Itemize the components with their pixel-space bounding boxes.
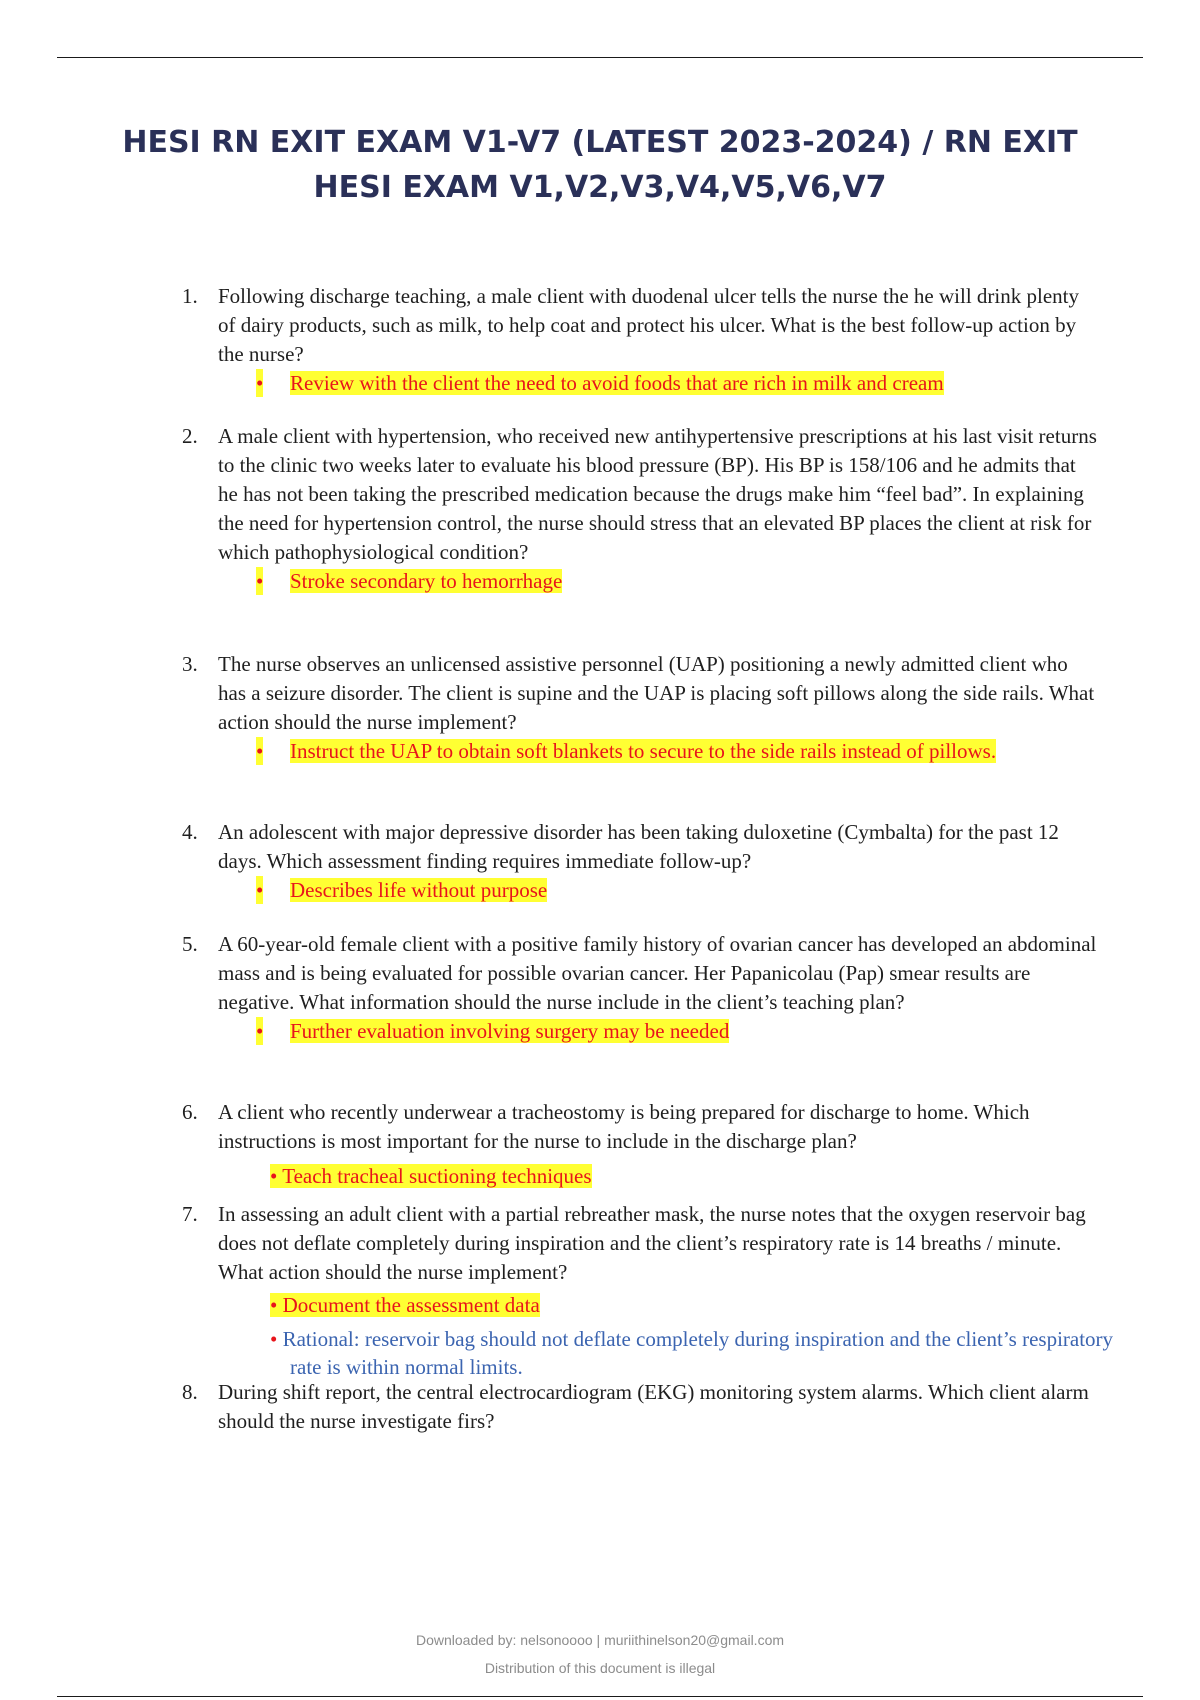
question-number: 1.: [182, 284, 198, 308]
top-rule: [57, 57, 1143, 58]
question-item: [0, 1200, 1200, 1381]
answer-bullet: [0, 567, 1120, 595]
answer-bullet: [0, 369, 1120, 397]
question-body: Following discharge teaching, a male client with duodenal ulcer tells the nurse the he will drink plenty of dairy products, such as milk, to help coat and protect his ulcer. What is the best follow-up action by the nurse?: [218, 284, 1079, 366]
answer-text: Document the assessment data: [282, 1293, 540, 1317]
bullet-glyph: •: [270, 1164, 283, 1188]
question-body: An adolescent with major depressive disorder has been taking duloxetine (Cymbalta) for the past 12 days. Which assessment finding requires immediate follow-up?: [218, 820, 1059, 873]
question-body: A male client with hypertension, who received new antihypertensive prescriptions at his last visit returns to the clinic two weeks later to evaluate his blood pressure (BP). His BP is 158/106 and he admits that he has not been taking the prescribed medication because the drugs make him “feel bad”. In explaining the need for hypertension control, the nurse should stress that an elevated BP places the client at risk for which pathophysiological condition?: [218, 424, 1097, 564]
bullet-glyph: •: [256, 371, 264, 395]
question-item: [0, 1098, 1200, 1190]
question-item: [0, 1378, 1200, 1436]
question-text: [0, 930, 1098, 1017]
question-item: [0, 930, 1200, 1045]
bullet-glyph: •: [270, 1327, 283, 1351]
bullet-glyph: •: [256, 739, 264, 763]
question-text: [0, 422, 1098, 567]
question-item: [0, 282, 1200, 397]
bottom-rule: [57, 1696, 1143, 1697]
question-number: 5.: [182, 932, 198, 956]
footer-downloaded-by: Downloaded by: nelsonoooo | muriithinelson20@gmail.com: [415, 1632, 785, 1648]
bullet-glyph: •: [256, 1019, 264, 1043]
question-body: During shift report, the central electrocardiogram (EKG) monitoring system alarms. Which client alarm should the nurse investigate firs?: [218, 1380, 1089, 1433]
question-number: 2.: [182, 424, 198, 448]
question-text: [0, 1098, 1098, 1156]
question-number: 6.: [182, 1100, 198, 1124]
question-number: 8.: [182, 1380, 198, 1404]
question-text: [0, 650, 1098, 737]
question-body: A client who recently underwear a tracheostomy is being prepared for discharge to home. Which instructions is most important for the nurse to include in the discharge plan?: [218, 1100, 1030, 1153]
answer-bullet: [0, 1291, 1100, 1319]
answer-bullet: [0, 876, 1120, 904]
rationale-bullet: [0, 1325, 1120, 1381]
answer-text: Further evaluation involving surgery may be needed: [290, 1019, 730, 1043]
question-text: [0, 282, 1098, 369]
rationale-text: Rational: reservoir bag should not deflate completely during inspiration and the client’s respiratory rate is within normal limits.: [282, 1327, 1114, 1379]
answer-text: Stroke secondary to hemorrhage: [290, 569, 563, 593]
question-text: [0, 1200, 1098, 1287]
bullet-glyph: •: [256, 878, 264, 902]
question-number: 7.: [182, 1202, 198, 1226]
answer-bullet: [0, 1017, 1120, 1045]
bullet-glyph: •: [256, 569, 264, 593]
question-number: 4.: [182, 820, 198, 844]
question-text: [0, 1378, 1098, 1436]
question-text: [0, 818, 1098, 876]
question-body: In assessing an adult client with a partial rebreather mask, the nurse notes that the oxygen reservoir bag does not deflate completely during inspiration and the client’s respiratory rate is 14 breaths / minute. What action should the nurse implement?: [218, 1202, 1086, 1284]
question-body: A 60-year-old female client with a positive family history of ovarian cancer has developed an abdominal mass and is being evaluated for possible ovarian cancer. Her Papanicolau (Pap) smear results are negative. What information should the nurse include in the client’s teaching plan?: [218, 932, 1097, 1014]
question-body: The nurse observes an unlicensed assistive personnel (UAP) positioning a newly admitted client who has a seizure disorder. The client is supine and the UAP is placing soft pillows along the side rails. What action should the nurse implement?: [218, 652, 1095, 734]
bullet-glyph: •: [270, 1293, 283, 1317]
question-number: 3.: [182, 652, 198, 676]
question-item: [0, 818, 1200, 904]
answer-text: Instruct the UAP to obtain soft blankets to secure to the side rails instead of pillows.: [290, 739, 997, 763]
answer-text: Review with the client the need to avoid foods that are rich in milk and cream: [290, 371, 944, 395]
answer-text: Describes life without purpose: [290, 878, 548, 902]
question-item: [0, 650, 1200, 765]
question-item: [0, 422, 1200, 595]
answer-bullet: [0, 737, 1120, 765]
footer-distribution-notice: Distribution of this document is illegal: [484, 1660, 716, 1676]
document-title: HESI RN EXIT EXAM V1-V7 (LATEST 2023-2024) / RN EXIT HESI EXAM V1,V2,V3,V4,V5,V6,V7: [122, 125, 1078, 205]
answer-text: Teach tracheal suctioning techniques: [282, 1164, 592, 1188]
answer-bullet: [0, 1162, 1100, 1190]
